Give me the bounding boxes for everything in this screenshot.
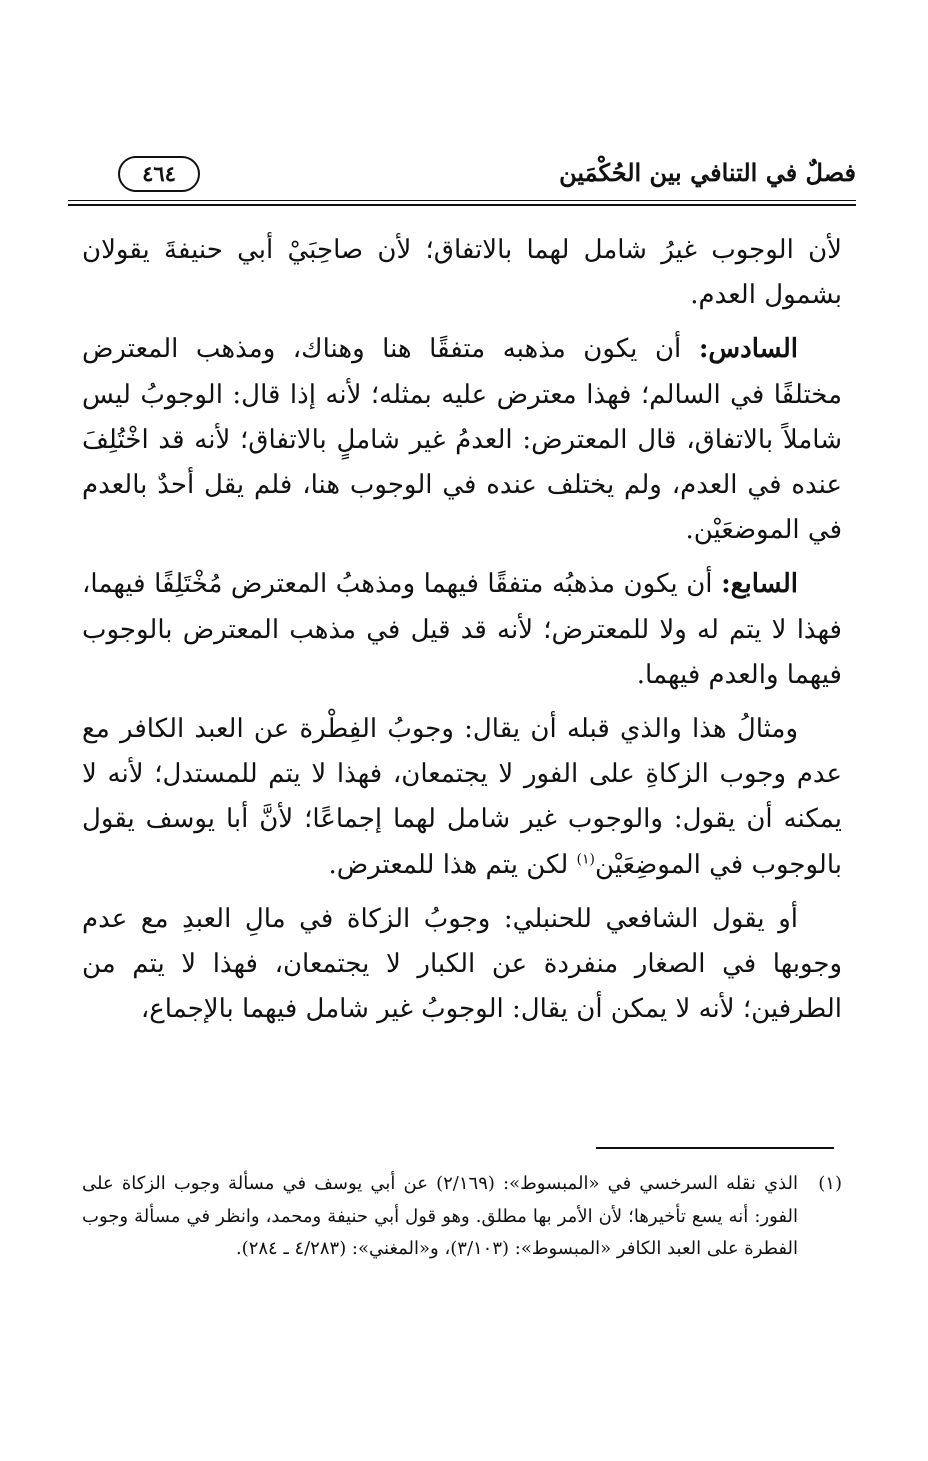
paragraph-continuation: لأن الوجوب غيرُ شامل لهما بالاتفاق؛ لأن صاحِبَيْ أبي حنيفةَ يقولان بشمول العدم.: [82, 235, 842, 311]
running-header: [68, 150, 856, 202]
paragraph-text: أن يكون مذهبه متفقًا هنا وهناك، ومذهب المعترض مختلفًا في السالم؛ فهذا معترض عليه بمثله؛ لأنه إذا قال: الوجوبُ ليس شاملاً بالاتفاق، قال المعترض: العدمُ غير شاملٍ بالاتفاق؛ لأنه قد اخْتُلِفَ عنده في العدم، ولم يختلف عنده في الوجوب هنا، فلم يقل أحدٌ بالعدم في الموضعَيْن.: [82, 334, 842, 546]
paragraph-lead: السادس:: [698, 334, 798, 365]
page-number: ٤٦٤: [118, 156, 200, 192]
paragraph-example: [82, 707, 842, 888]
paragraph-text: أن يكون مذهبُه متفقًا فيهما ومذهبُ المعترض مُخْتَلِفًا فيهما، فهذا لا يتم له ولا للمعترض؛ لأنه قد قيل في مذهب المعترض بالوجوب فيهما والعدم فيهما.: [82, 569, 842, 690]
chapter-title: فصلٌ في التنافي بين الحُكْمَين: [559, 158, 856, 187]
footnote-number: (١): [818, 1173, 842, 1194]
footnote-reference[interactable]: (١): [576, 850, 595, 867]
footnote-text: الذي نقله السرخسي في «المبسوط»: (٢/١٦٩) عن أبي يوسف في مسألة وجوب الزكاة على الفور: أنه يسع تأخيرها؛ لأن الأمر بها مطلق. وهو قول أبي حنيفة ومحمد، وانظر في مسألة وجوب الفطرة على العبد الكافر «المبسوط»: (٣/١٠٣)، و«المغني»: (٤/٢٨٣ ـ ٢٨٤).: [82, 1173, 798, 1259]
paragraph-text: لكن يتم هذا للمعترض.: [328, 849, 577, 880]
footnote: [82, 1168, 842, 1266]
paragraph-sixth: [82, 327, 842, 553]
paragraph-text: ومثالُ هذا والذي قبله أن يقال: وجوبُ الفِطْرة عن العبد الكافر مع عدم وجوب الزكاةِ على الفور لا يجتمعان، فهذا لا يتم للمستدل؛ لأنه لا يمكنه أن يقول: والوجوب غير شامل لهما إجماعًا؛ لأنَّ أبا يوسف يقول بالوجوب في الموضِعَيْن: [82, 714, 842, 880]
paragraph-lead: السابع:: [721, 569, 798, 600]
header-rule: [68, 200, 856, 201]
header-rule-thick: [68, 204, 856, 206]
paragraph-seventh: [82, 562, 842, 698]
main-text: [82, 228, 842, 1041]
footnote-separator: [596, 1147, 834, 1149]
paragraph-shafii: أو يقول الشافعي للحنبلي: وجوبُ الزكاة في مالِ العبدِ مع عدم وجوبها في الصغار منفردة عن الكبار لا يجتمعان، فهذا لا يتم من الطرفين؛ لأنه لا يمكن أن يقال: الوجوبُ غير شامل فيهما بالإجماع،: [82, 903, 842, 1025]
